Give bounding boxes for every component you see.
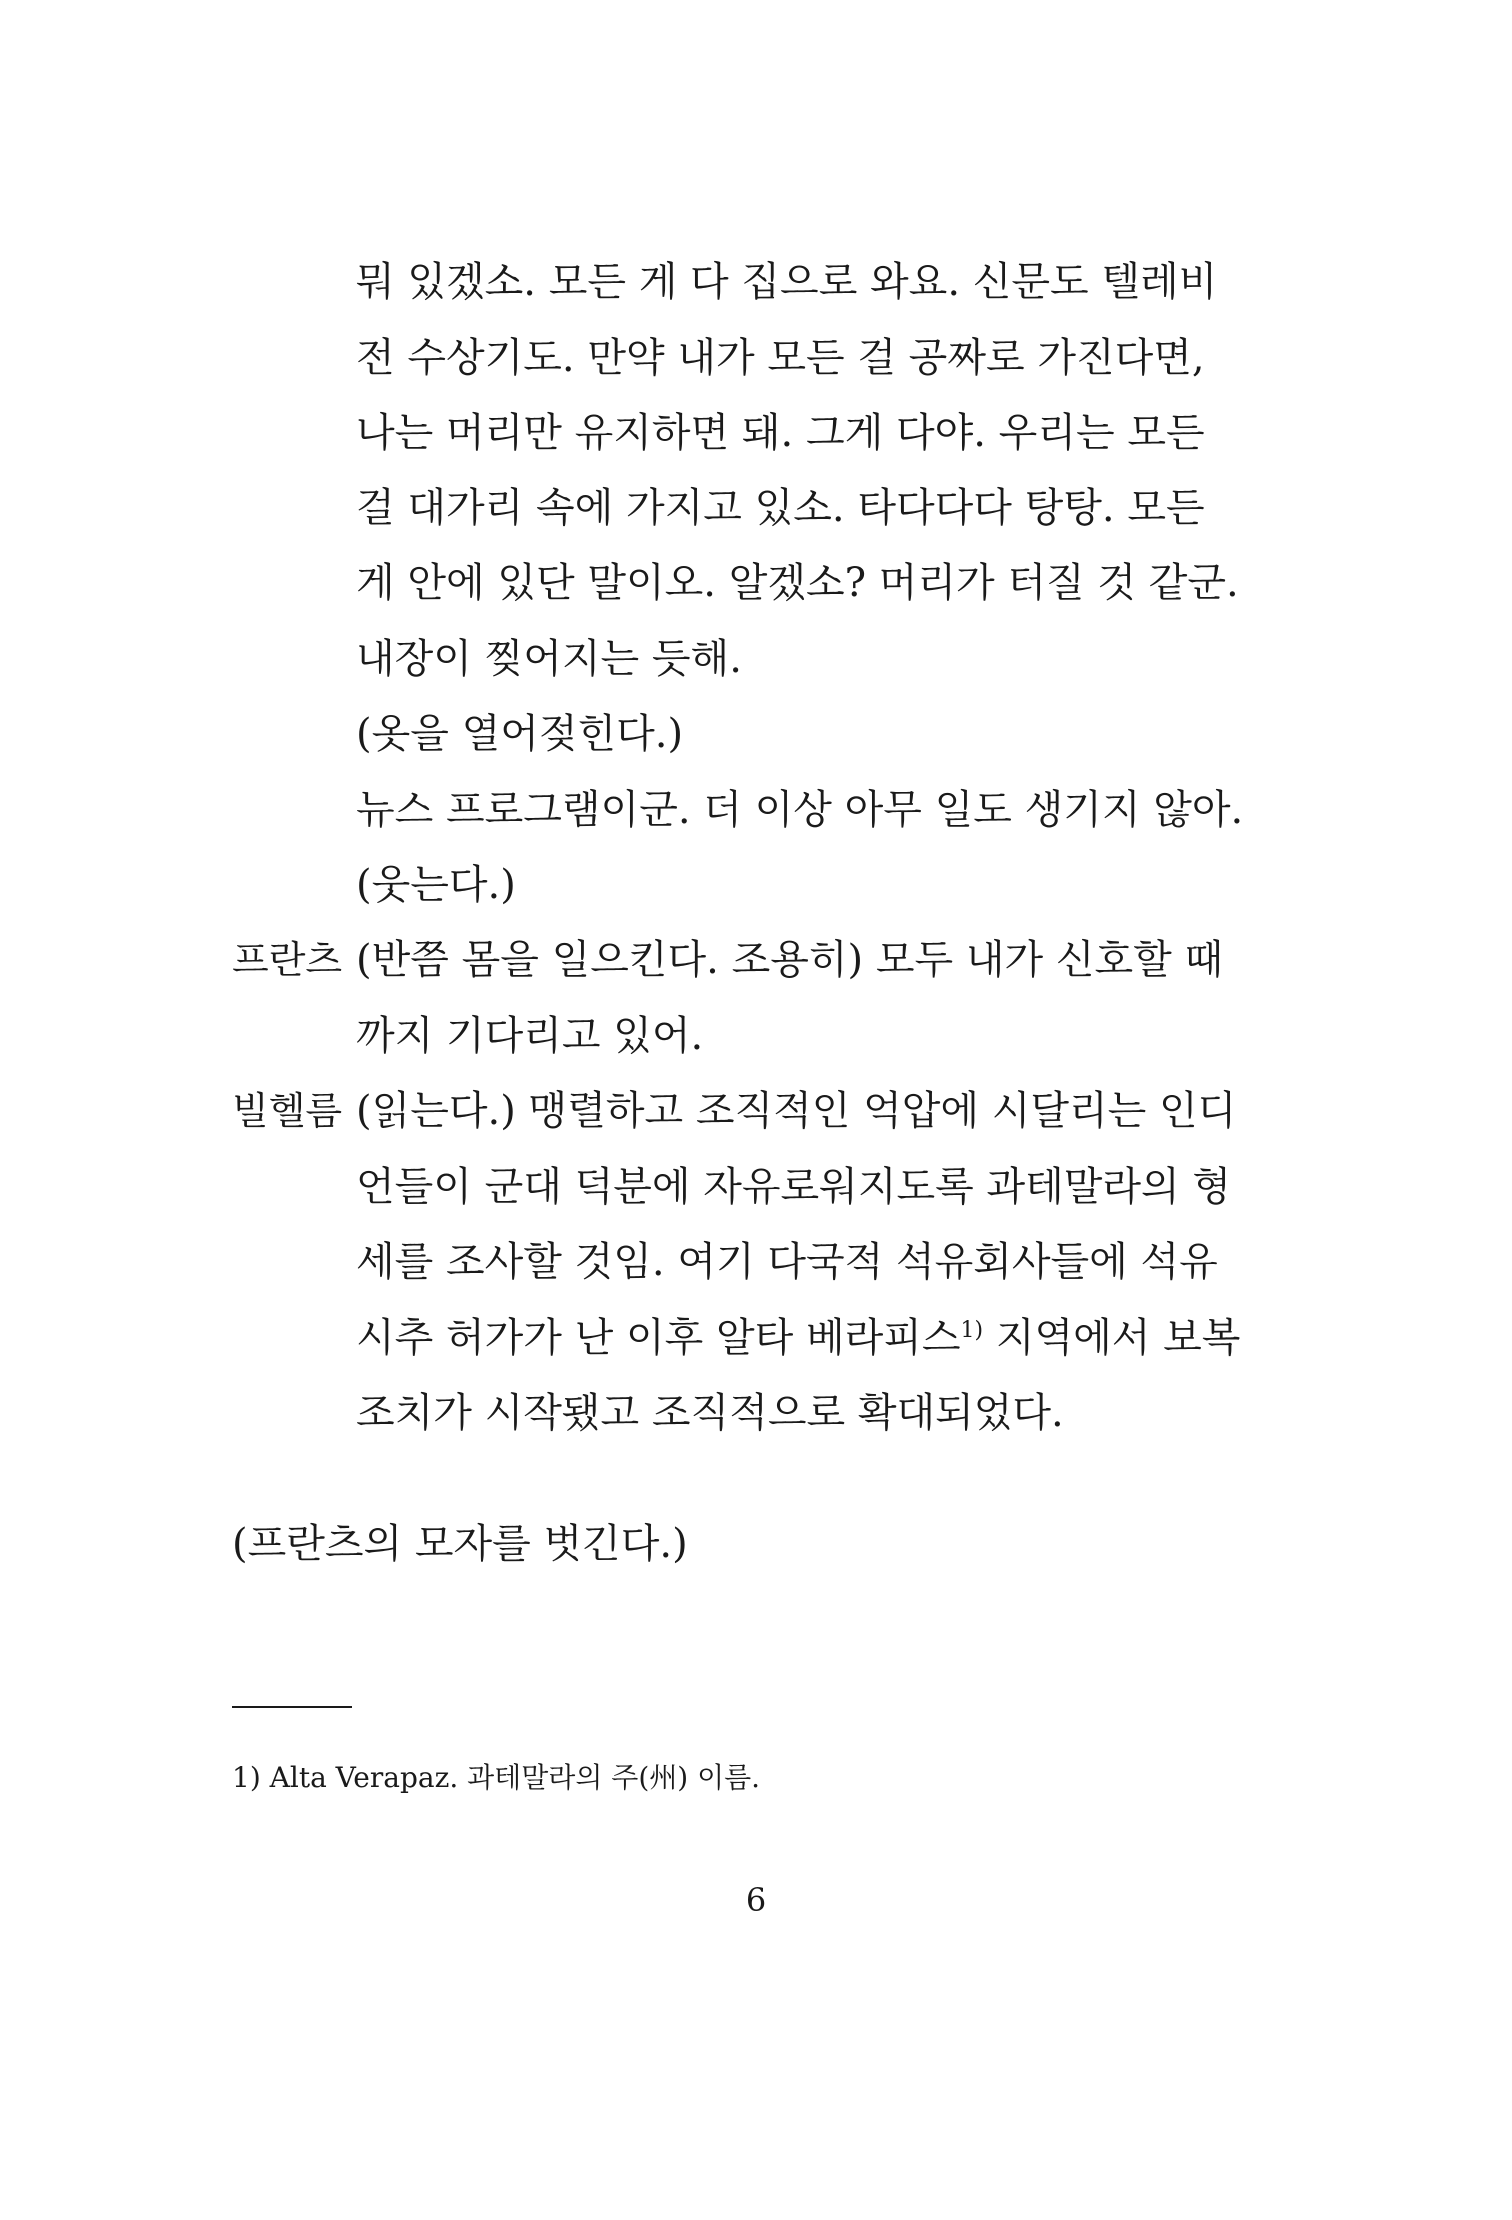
- speaker-franz: 프란츠: [232, 938, 343, 982]
- footnote-marker: 1): [960, 1318, 984, 1343]
- speech-line-2: 전 수상기도. 만약 내가 모든 걸 공짜로 가진다면,: [356, 335, 1205, 381]
- page-number: 6: [745, 1881, 767, 1919]
- speech-line-3: 나는 머리만 유지하면 돼. 그게 다야. 우리는 모든: [356, 410, 1205, 456]
- speech-line-1: 뭐 있겠소. 모든 게 다 집으로 와요. 신문도 텔레비: [356, 259, 1218, 305]
- stage-direction-1: (옷을 열어젖힌다.): [356, 711, 684, 757]
- wilhelm-line-3: 세를 조사할 것임. 여기 다국적 석유회사들에 석유: [356, 1239, 1218, 1285]
- franz-line-2: 까지 기다리고 있어.: [356, 1013, 704, 1059]
- speaker-wilhelm: 빌헬름: [232, 1089, 343, 1133]
- stage-direction-2: (웃는다.): [356, 862, 516, 908]
- speech-line-7: 뉴스 프로그램이군. 더 이상 아무 일도 생기지 않아.: [356, 787, 1244, 833]
- wilhelm-line-1: (읽는다.) 맹렬하고 조직적인 억압에 시달리는 인디: [356, 1088, 1237, 1134]
- stage-direction-final: (프란츠의 모자를 벗긴다.): [232, 1521, 688, 1567]
- wilhelm-line-4: [356, 1310, 1240, 1366]
- footnote-rule: [232, 1706, 352, 1708]
- franz-line-1: (반쯤 몸을 일으킨다. 조용히) 모두 내가 신호할 때: [356, 937, 1224, 983]
- wilhelm-line-5: 조치가 시작됐고 조직적으로 확대되었다.: [356, 1390, 1064, 1436]
- speech-line-5: 게 안에 있단 말이오. 알겠소? 머리가 터질 것 같군.: [356, 560, 1239, 606]
- speech-line-6: 내장이 찢어지는 듯해.: [356, 636, 742, 682]
- wilhelm-line-2: 언들이 군대 덕분에 자유로워지도록 과테말라의 형: [356, 1164, 1232, 1210]
- wilhelm-line-4-end: 지역에서 보복: [983, 1315, 1241, 1361]
- speech-line-4: 걸 대가리 속에 가지고 있소. 타다다다 탕탕. 모든: [356, 485, 1205, 531]
- wilhelm-line-4-start: 시추 허가가 난 이후 알타 베라피스: [356, 1315, 961, 1361]
- footnote-text: 1) Alta Verapaz. 과테말라의 주(州) 이름.: [232, 1761, 761, 1794]
